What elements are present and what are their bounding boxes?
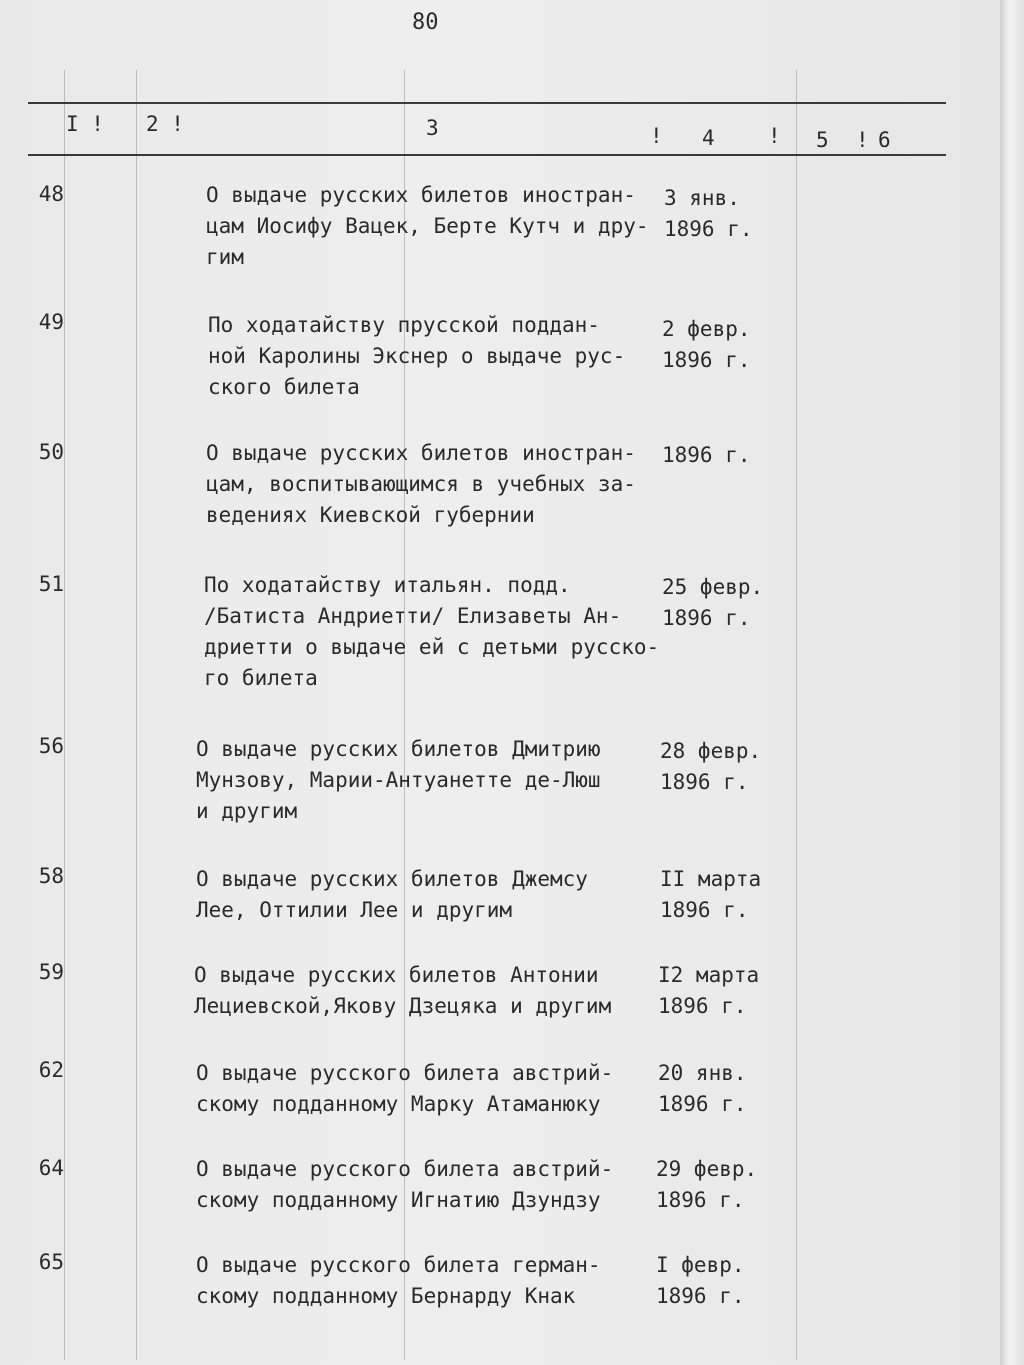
entry-title: О выдаче русских билетов Джемсу Лее, Оттилии Лее и другим bbox=[196, 867, 588, 922]
entry-date: II марта 1896 г. bbox=[660, 867, 762, 922]
entry-number: 50 bbox=[38, 440, 64, 464]
header-col4: 4 bbox=[702, 126, 715, 150]
entry-number: 56 bbox=[38, 734, 64, 758]
entry-title: О выдаче русских билетов иностран- цам, воспитывающимся в учебных за- ведениях Киевской губернии bbox=[206, 441, 636, 527]
entry-date: 3 янв. 1896 г. bbox=[664, 186, 753, 241]
entry-date: 20 янв. 1896 г. bbox=[658, 1061, 747, 1116]
header-rule-bottom bbox=[28, 154, 946, 156]
entry-number: 65 bbox=[38, 1250, 64, 1274]
entry-title: О выдаче русского билета герман- скому подданному Бернарду Кнак bbox=[196, 1253, 601, 1308]
page-number: 80 bbox=[412, 10, 439, 35]
entry-number: 49 bbox=[38, 310, 64, 334]
entry-title: О выдаче русских билетов Дмитрию Мунзову, Марии-Антуанетте де-Люш и другим bbox=[196, 737, 601, 823]
entry-date: 1896 г. bbox=[662, 443, 751, 467]
column-rule bbox=[64, 70, 65, 1360]
entry-number: 48 bbox=[38, 182, 64, 206]
header-col2: 2 ! bbox=[146, 112, 184, 136]
entry-date: 2 февр. 1896 г. bbox=[662, 317, 751, 372]
entry-date: I2 марта 1896 г. bbox=[658, 963, 760, 1018]
entry-number: 64 bbox=[38, 1156, 64, 1180]
header-sep5: ! bbox=[856, 128, 869, 152]
header-col3: 3 bbox=[426, 116, 439, 140]
header-sep4: ! bbox=[768, 124, 781, 148]
entry-title: О выдаче русского билета австрий- скому подданному Игнатию Дзундзу bbox=[196, 1157, 614, 1212]
entry-date: 29 февр. 1896 г. bbox=[656, 1157, 758, 1212]
header-col1: I ! bbox=[66, 112, 104, 136]
entry-number: 58 bbox=[38, 864, 64, 888]
entry-number: 59 bbox=[38, 960, 64, 984]
entry-title: О выдаче русских билетов Антонии Лециевской,Якову Дзецяка и другим bbox=[194, 963, 612, 1018]
entry-title: О выдаче русских билетов иностран- цам Иосифу Вацек, Берте Кутч и дру- гим bbox=[206, 183, 649, 269]
header-col5: 5 bbox=[816, 128, 829, 152]
entry-date: 28 февр. 1896 г. bbox=[660, 739, 762, 794]
entry-number: 51 bbox=[38, 572, 64, 596]
header-col6: 6 bbox=[878, 128, 891, 152]
entry-date: 25 февр. 1896 г. bbox=[662, 575, 764, 630]
entry-title: По ходатайству прусской поддан- ной Каролины Экснер о выдаче рус- ского билета bbox=[208, 313, 626, 399]
page-edge bbox=[1000, 0, 1024, 1365]
entry-date: I февр. 1896 г. bbox=[656, 1253, 745, 1308]
header-rule-top bbox=[28, 102, 946, 104]
entry-number: 62 bbox=[38, 1058, 64, 1082]
entry-title: О выдаче русского билета австрий- скому подданному Марку Атаманюку bbox=[196, 1061, 614, 1116]
entry-title: По ходатайству итальян. подд. /Батиста Андриетти/ Елизаветы Ан- дриетти о выдаче ей с детьми русско- го билета bbox=[204, 573, 660, 690]
header-sep3: ! bbox=[650, 124, 663, 148]
column-rule bbox=[136, 70, 137, 1360]
column-rule bbox=[796, 70, 797, 1360]
